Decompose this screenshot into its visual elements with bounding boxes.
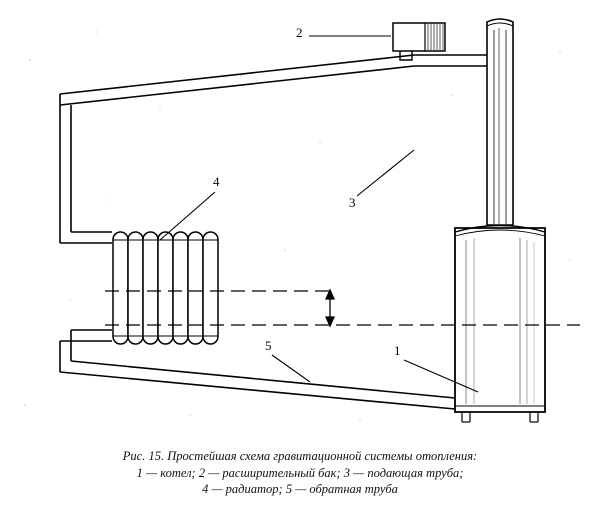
height-difference-arrow	[326, 290, 334, 326]
label-4-radiator: 4	[213, 174, 220, 189]
caption-line-1: Рис. 15. Простейшая схема гравитационной системы отопления:	[122, 449, 478, 463]
radiator	[112, 232, 229, 344]
caption-line-2: 1 — котел; 2 — расширительный бак; 3 — подающая труба;	[136, 465, 464, 480]
figure-caption	[0, 448, 600, 498]
boiler	[455, 19, 545, 422]
label-1-boiler: 1	[394, 343, 401, 358]
label-5-return-pipe: 5	[265, 338, 272, 353]
label-3-supply-pipe: 3	[349, 195, 356, 210]
label-2-expansion-tank: 2	[296, 25, 303, 40]
caption-line-3: 4 — радиатор; 5 — обратная труба	[202, 482, 398, 496]
supply-pipe	[60, 55, 487, 243]
